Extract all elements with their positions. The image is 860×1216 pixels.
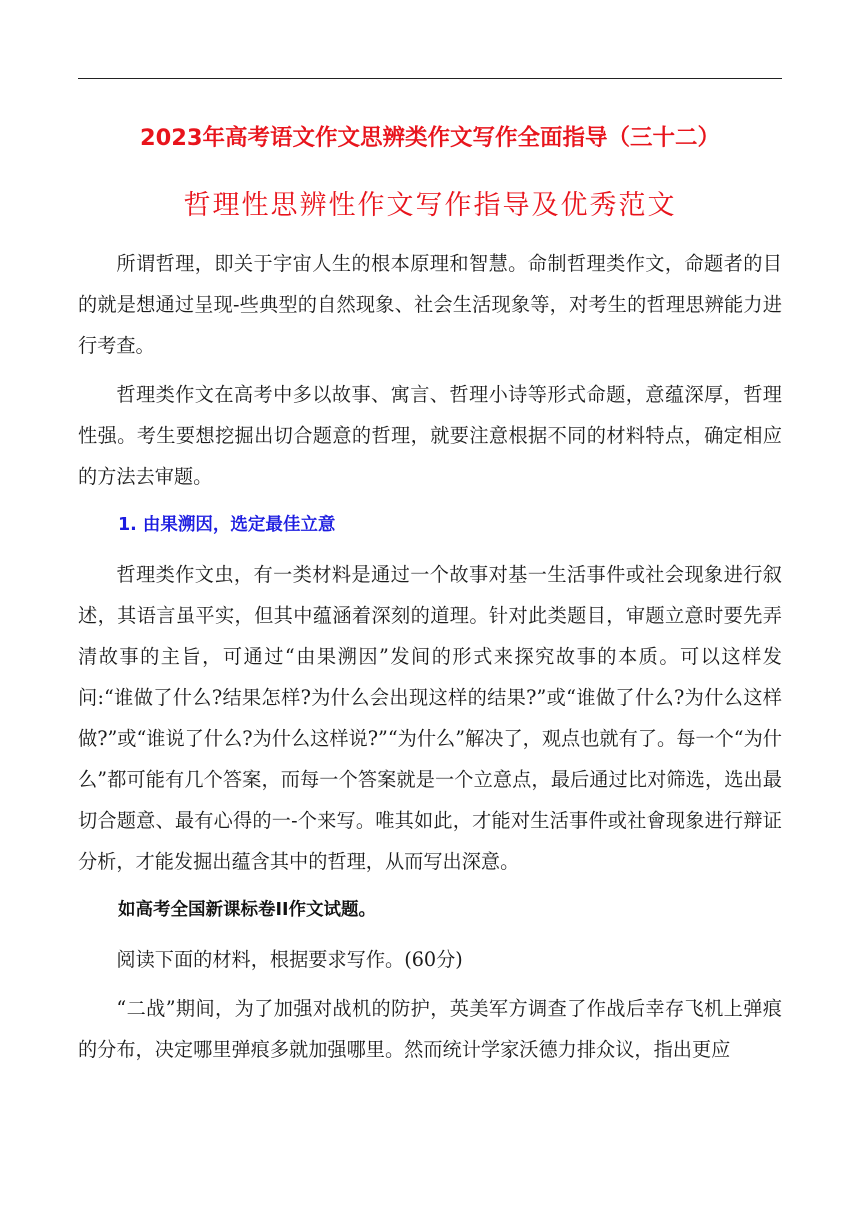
document-subtitle: 哲理性思辨性作文写作指导及优秀范文 [183,190,677,221]
document-title: 2023年高考语文作文思辨类作文写作全面指导（三十二） [139,125,721,151]
method-paragraph: 哲理类作文在高考中多以故事、寓言、哲理小诗等形式命题，意蕴深厚，哲理性强。考生要想挖掘出切合题意的哲理，就要注意根据不同的材料特点，确定相应的方法去审题。 [78,383,782,488]
document-body [78,243,782,1078]
header-rule [78,78,782,79]
prompt-material: “二战”期间，为了加强对战机的防护，英美军方调查了作战后幸存飞机上弹痕的分布，决定哪里弹痕多就加强哪里。然而统计学家沃德力排众议，指出更应 [78,997,782,1061]
intro-paragraph: 所谓哲理，即关于宇宙人生的根本原理和智慧。命制哲理类作文，命题者的目的就是想通过呈现-些典型的自然现象、社会生活现象等，对考生的哲理思辨能力进行考查。 [78,252,782,357]
prompt-instruction: 阅读下面的材料，根据要求写作。(60分) [116,948,463,971]
section-paragraph: 哲理类作文虫，有一类材料是通过一个故事对基一生活事件或社会现象进行叙述，其语言虽平实，但其中蕴涵着深刻的道理。针对此类题目，审题立意时要先弄清故事的主旨，可通过“由果溯因”发间的形式来探究故事的本质。可以这样发问:“谁做了什么?结果怎样?为什么会出现这样的结果?”或“谁做了什么?为什么这样做?”或“谁说了什么?为什么这样说?”“为什么”解决了，观点也就有了。每一个“为什么”都可能有几个答案，而每一个答案就是一个立意点，最后通过比对筛选，选出最切合题意、最有心得的一-个来写。唯其如此，才能对生活事件或社會现象进行辩证分析，才能发掘出蕴含其中的哲理，从而写出深意。 [78,563,782,873]
example-heading: 如高考全国新课标卷II作文试题。 [118,900,377,920]
section-heading: 1. 由果溯因，选定最佳立意 [118,515,336,535]
